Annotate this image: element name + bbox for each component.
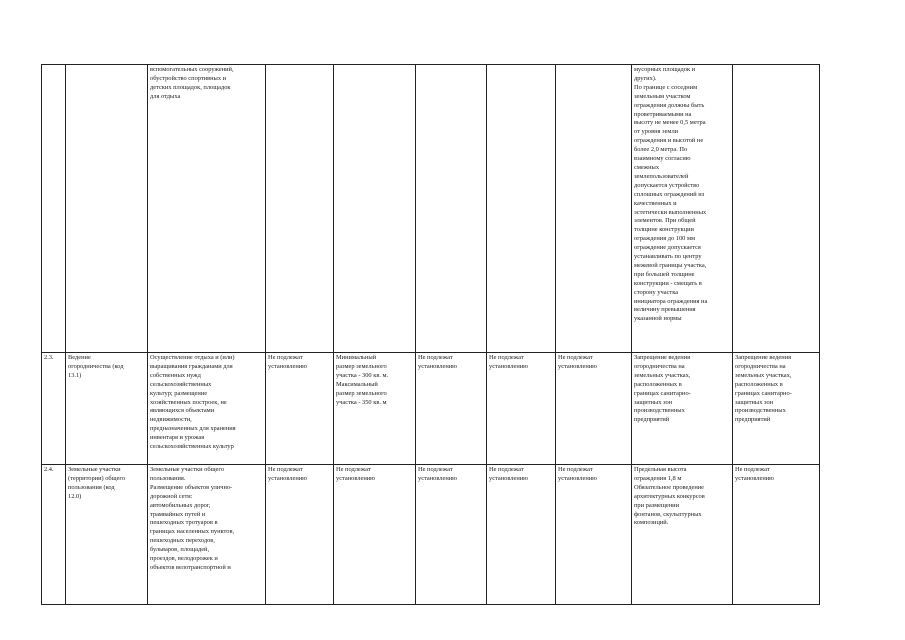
table-row [42,353,820,465]
max-floors-cell [266,65,334,353]
setbacks-cell [416,65,487,353]
coverage-cell: Не подлежат установлению [556,353,632,465]
max-height-cell: Не подлежат установлению [487,353,556,465]
plot-size-cell: Минимальный размер земельного участка - 300 кв. м. Максимальный размер земельного участка - 350 кв. м [334,353,416,465]
max-height-cell: Не подлежат установлению [487,465,556,605]
setbacks-cell: Не подлежат установлению [416,465,487,605]
row-number-cell: 2.4. [42,465,66,605]
row-number-cell [42,65,66,353]
zoning-rules-table [41,64,820,605]
land-use-description-cell: Осуществление отдыха и (или) выращивания гражданами для собственных нужд сельскохозяйственных культур; размещение хозяйственных построек, не являющихся объектами недвижимости, предназначенных для хранения инвентаря и урожая сельскохозяйственных культур [148,353,266,465]
land-use-name-cell [66,65,148,353]
coverage-cell [556,65,632,353]
max-floors-cell: Не подлежат установлению [266,353,334,465]
restrictions-cell: мусорных площадок и других). По границе с соседним земельным участком ограждения должны быть проветриваемыми на высоту не менее 0,5 метра от уровня земли ограждения и высотой не более 2,0 метра. По взаимному согласию смежных землепользователей допускается устройство сплошных ограждений из качественных и эстетически выполненных элементов. При общей толщине конструкции ограждения до 100 мм ограждение допускается устанавливать по центру межевой границы участка, при большей толщине конструкции - смещать в сторону участка инициатора ограждения на величину превышения указанной нормы [632,65,733,353]
table-row [42,65,820,353]
restrictions-cell: Запрещение ведения огородничества на земельных участках, расположенных в границах санитарно- защитных зон производственных предприятий [632,353,733,465]
setbacks-cell: Не подлежат установлению [416,353,487,465]
plot-size-cell: Не подлежат установлению [334,465,416,605]
land-use-description-cell: Земельные участки общего пользования. Размещение объектов улично- дорожной сети: автомобильных дорог, трамвайных путей и пешеходных тротуаров в границах населенных пунктов, пешеходных переходов, бульваров, площадей, проездов, велодорожек и объектов велотранспортной и [148,465,266,605]
row-number-cell: 2.3. [42,353,66,465]
restrictions-cell: Предельная высота ограждения 1,8 м Обязательное проведение архитектурных конкурсов при размещении фонтанов, скульптурных композиций. [632,465,733,605]
land-use-name-cell: Земельные участки (территории) общего пользования (код 12.0) [66,465,148,605]
table-row [42,465,820,605]
other-restrictions-cell: Не подлежат установлению [733,465,820,605]
coverage-cell: Не подлежат установлению [556,465,632,605]
plot-size-cell [334,65,416,353]
other-restrictions-cell: Запрещение ведения огородничества на земельных участках, расположенных в границах санитарно- защитных зон производственных предприятий [733,353,820,465]
land-use-name-cell: Ведение огородничества (код 13.1) [66,353,148,465]
max-height-cell [487,65,556,353]
land-use-description-cell: вспомогательных сооружений, обустройство спортивных и детских площадок, площадок для отдыха [148,65,266,353]
max-floors-cell: Не подлежат установлению [266,465,334,605]
other-restrictions-cell [733,65,820,353]
